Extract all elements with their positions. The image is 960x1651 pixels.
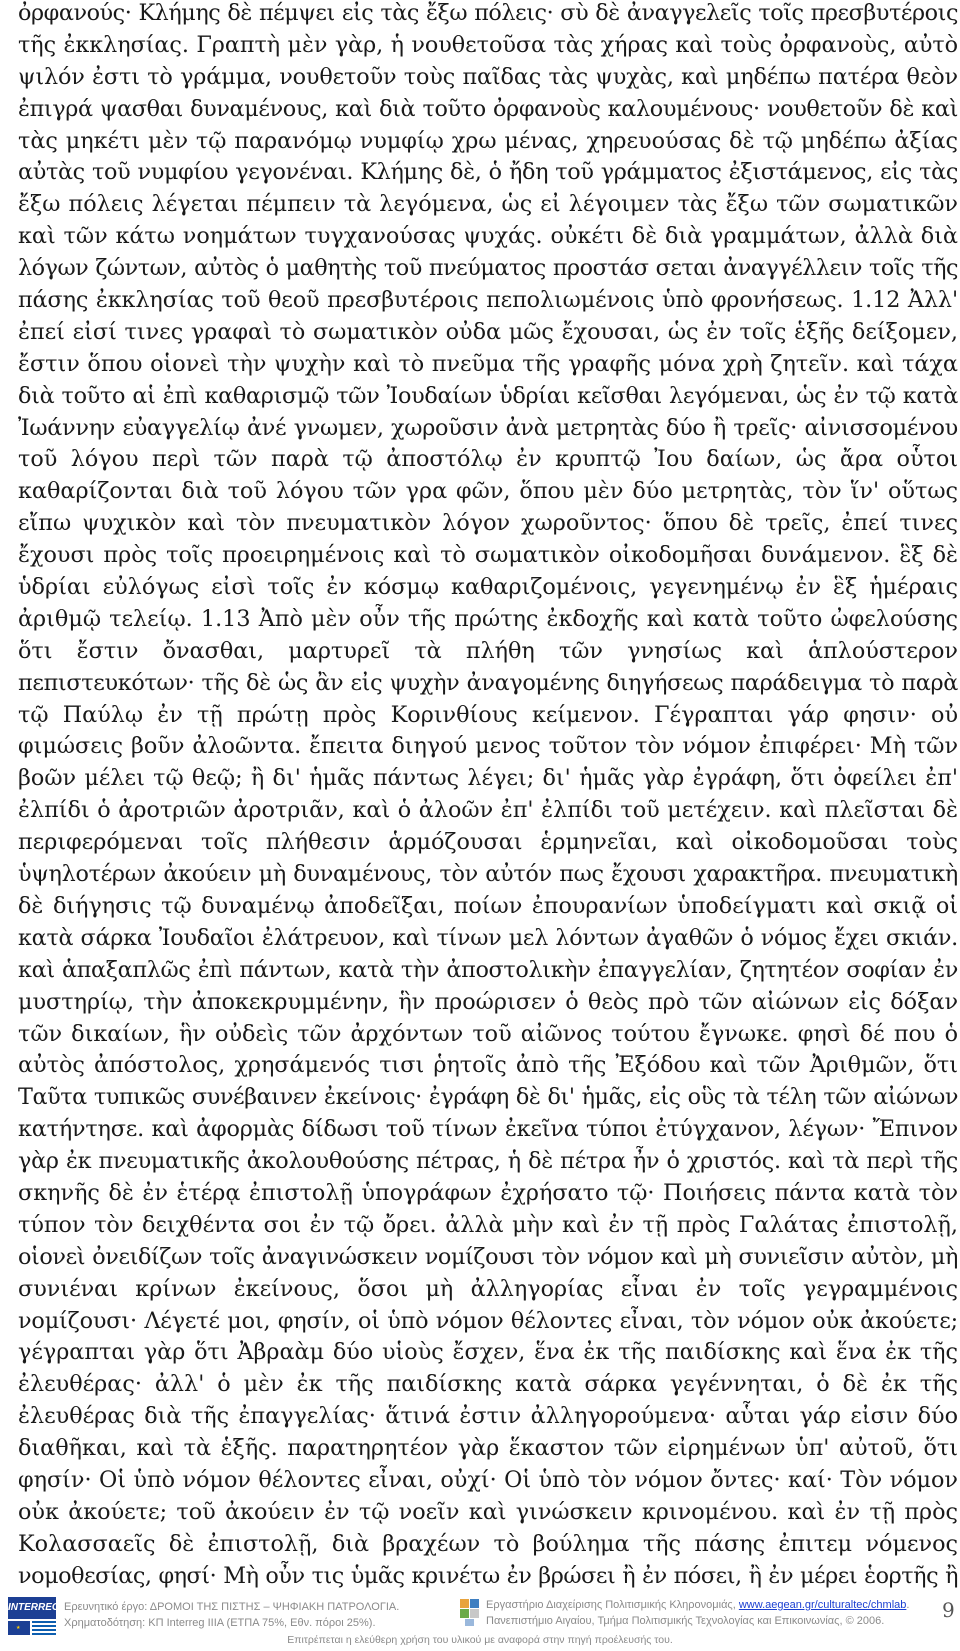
text-line: τύπον τὸν δειχθέντα σοι ἐν τῷ ὄρει. ἀλλὰ μὴν καὶ ἐν τῇ πρὸς Γαλάτας ἐπιστολῇ, (18, 1211, 958, 1238)
text-line: Ταῦτα τυπικῶς συνέβαινεν ἐκείνοις· ἐγράφη δὲ δι' ἡμᾶς, εἰς οὓς τὰ τέλη τῶν αἰώνων (18, 1084, 958, 1111)
text-line: ψιλόν ἐστι τὸ γράμμα, νουθετοῦν τοὺς παῖδας τὰς ψυχὰς, καὶ μηδέπω πατέρα θεὸν (18, 63, 958, 90)
text-line: κατήντησε. καὶ ἀφορμὰς δίδωσι τοῦ τίνων ἐκεῖνα τύποι ἐτύγχανον, λέγων· Ἔπινον (18, 1116, 958, 1143)
lab-name-suffix: . (906, 1599, 910, 1611)
text-line: αὐτὸς ἀπόστολος, χρησάμενός τισι ῥητοῖς ἀπὸ τῆς Ἐξόδου καὶ τῶν Ἀριθμῶν, ὅτι (18, 1052, 958, 1079)
text-line: αὐτὰς τοῦ νυμφίου γεγονέναι. Κλήμης δὲ, ὁ ἤδη τοῦ γράμματος ἐξιστάμενος, εἰς τὰς (18, 159, 958, 186)
text-line: νομοθεσίας, φησί· Μὴ οὖν τις ὑμᾶς κρινέτω ἐν βρώσει ἢ ἐν πόσει, ἢ ἐν μέρει ἑορτῆς ἢ (18, 1562, 958, 1589)
text-line: ἐλευθέρας διὰ τῆς ἐπαγγελίας· ἅτινά ἐστιν ἀλληγορούμενα· αὗται γάρ εἰσιν δύο (18, 1403, 958, 1430)
usage-notice: Επιτρέπεται η ελεύθερη χρήση του υλικού με αναφορά στην πηγή προέλευσής του. (287, 1634, 673, 1646)
project-info (64, 1599, 399, 1631)
text-line: ἔστιν ὅπου οἱονεὶ τὴν ψυχὴν καὶ τὸ πνεῦμα τῆς γραφῆς μόνα χρὴ ζητεῖν. καὶ τάχα (18, 350, 958, 377)
lab-name: Εργαστήριο Διαχείρισης Πολιτισμικής Κληρονομιάς, (486, 1599, 739, 1611)
lab-info (486, 1597, 909, 1629)
text-line: καθαρίζονται διὰ τοῦ λόγου τῶν γρα φῶν, ὅπου μὲν δύο μετρητὰς, τὸν ἵν' οὕτως (18, 478, 958, 505)
text-line: δὲ διήγησις τῷ δυναμένῳ ἀποδεῖξαι, ποίων ἐπουρανίων ὑποδείγματι καὶ σκιᾷ οἱ (18, 892, 958, 919)
text-line: ὅτι ἔστιν ὄνασθαι, μαρτυρεῖ τὰ πλήθη τῶν γνησίως καὶ ἁπλούστερον (18, 637, 958, 664)
project-title: Ερευνητικό έργο: ΔΡΟΜΟΙ ΤΗΣ ΠΙΣΤΗΣ – ΨΗΦΙΑΚΗ ΠΑΤΡΟΛΟΓΙΑ. (64, 1601, 400, 1613)
text-line: τοῦ λόγου περὶ τῶν παρὰ τῷ ἀποστόλῳ ἐν κρυπτῷ Ἰου δαίων, ὡς ἄρα οὗτοι (18, 446, 958, 473)
text-line: καὶ ἁπαξαπλῶς ἐπὶ πάντων, κατὰ τὴν ἀποστολικὴν ἐπαγγελίαν, ζητητέον σοφίαν ἐν (18, 956, 958, 983)
text-line: ἐπιγρά ψασθαι δυναμένους, καὶ διὰ τοῦτο ὀρφανοὺς καλουμένους· νουθετοῦν δὲ καὶ (18, 95, 958, 122)
lab-name-line (486, 1597, 909, 1613)
eu-flag-icon: ★ (8, 1621, 30, 1635)
funding-info: Χρηματοδότηση: ΚΠ Interreg IIIA (ΕΤΠΑ 75%, Εθν. πόροι 25%). (64, 1617, 376, 1629)
text-line: γὰρ ἐκ πνευματικῆς ἀκολουθούσης πέτρας, ἡ δὲ πέτρα ἦν ὁ χριστός. καὶ τὰ περὶ τῆς (18, 1148, 958, 1175)
text-line: ὀρφανούς· Κλήμης δὲ πέμψει εἰς τὰς ἔξω πόλεις· σὺ δὲ ἀναγγελεῖς τοῖς πρεσβυτέροις (18, 0, 958, 26)
page-number: 9 (942, 1598, 955, 1622)
text-line: οὐκ ἀκούετε; τοῦ ἀκούειν ἐν τῷ νοεῖν καὶ γινώσκειν κρινομένου. καὶ ἐν τῇ πρὸς (18, 1498, 958, 1525)
text-line: ὑδρίαι εὐλόγως εἰσὶ τοῖς ἐν κόσμῳ καθαριζομένοις, γεγενημένῳ ἐν ἓξ ἡμέραις (18, 574, 958, 601)
text-line: γέγραπται γὰρ ὅτι Ἀβραὰμ δύο υἱοὺς ἔσχεν, ἕνα ἐκ τῆς παιδίσκης καὶ ἕνα ἐκ τῆς (18, 1339, 958, 1366)
text-line: οἱονεὶ ὀνειδίζων τοῖς ἀναγινώσκειν νομίζουσι τὸν νόμον καὶ μὴ συνιεῖσιν αὐτὸν, μὴ (18, 1243, 958, 1270)
text-line: εἴπω ψυχικὸν καὶ τὸν πνευματικὸν λόγον χωροῦντος· ὅπου δὲ τρεῖς, ἐπεί τινες (18, 510, 958, 537)
text-line: Κολασσαεῖς δὲ ἐπιστολῇ, διὰ βραχέων τὸ βούλημα τῆς πάσης ἐπιτεμ νόμενος (18, 1530, 958, 1557)
greek-flag-icon (32, 1621, 56, 1635)
footer-right (460, 1597, 909, 1629)
text-line: τῶν δικαίων, ἣν οὐδεὶς τῶν ἀρχόντων τοῦ αἰῶνος τούτου ἔγνωκε. φησὶ δέ που ὁ (18, 1020, 958, 1047)
text-line: νομίζουσι· Λέγετέ μοι, φησίν, οἱ ὑπὸ νόμον θέλοντες εἶναι, τὸν νόμον οὐκ ἀκούετε; (18, 1307, 958, 1334)
text-line: Ἰωάννην εὐαγγελίῳ ἀνέ γνωμεν, χωροῦσιν ἀνὰ μετρητὰς δύο ἢ τρεῖς· αἰνισσομένου (18, 414, 958, 441)
text-line: διαθῆκαι, καὶ τὰ ἑξῆς. παρατηρητέον γὰρ ἕκαστον τῶν εἰρημένων ὑπ' αὐτοῦ, ὅτι (18, 1435, 958, 1462)
university-info: Πανεπιστήμιο Αιγαίου, Τμήμα Πολιτισμικής Τεχνολογίας και Επικοινωνίας, © 2006. (486, 1615, 885, 1627)
text-line: τῆς ἐκκλησίας. Γραπτὴ μὲν γὰρ, ἡ νουθετοῦσα τὰς χήρας καὶ τοὺς ὀρφανοὺς, αὐτὸ (18, 31, 958, 58)
text-line: πεπιστευκότων· τῆς δὲ ὡς ἂν εἰς ψυχὴν ἀναγομένης διηγήσεως παράδειγμα τὸ παρὰ (18, 669, 958, 696)
aegean-lab-logo-icon (460, 1599, 480, 1627)
text-line: ἐλευθέρας· ἀλλ' ὁ μὲν ἐκ τῆς παιδίσκης κατὰ σάρκα γεγέννηται, ὁ δὲ ἐκ τῆς (18, 1371, 958, 1398)
text-line: πάσης ἐκκλησίας τοῦ θεοῦ πρεσβυτέροις πεπολιωμένοις ὑπὸ φρονήσεως. 1.12 Ἀλλ' (18, 287, 958, 314)
text-line: ἐπεί εἰσί τινες γραφαὶ τὸ σωματικὸν οὐδα μῶς ἔχουσαι, ὡς ἐν τοῖς ἑξῆς δείξομεν, (18, 318, 958, 345)
text-line: κατὰ σάρκα Ἰουδαῖοι ἐλάτρευον, καὶ τίνων μελ λόντων ἀγαθῶν ὁ νόμος ἔχει σκιάν. (18, 924, 958, 951)
text-line: ἀριθμῷ τελείῳ. 1.13 Ἀπὸ μὲν οὖν τῆς πρώτης ἐκδοχῆς καὶ κατὰ τοῦτο ὠφελούσης (18, 605, 958, 632)
text-line: ὑψηλοτέρων ἀκούειν μὴ δυναμένους, τὸν αὐτόν πως ἔχουσι χαρακτῆρα. πνευματικὴ (18, 861, 958, 888)
text-line: βοῶν μέλει τῷ θεῷ; ἢ δι' ἡμᾶς πάντως λέγει; δι' ἡμᾶς γὰρ ἐγράφη, ὅτι ὀφείλει ἐπ' (18, 765, 958, 792)
text-line: μυστηρίῳ, τὴν ἀποκεκρυμμένην, ἣν προώρισεν ὁ θεὸς πρὸ τῶν αἰώνων εἰς δόξαν (18, 988, 958, 1015)
text-line: φησίν· Οἱ ὑπὸ νόμον θέλοντες εἶναι, οὐχί· Οἱ ὑπὸ τὸν νόμον ὄντες· καί· Τὸν νόμον (18, 1466, 958, 1493)
body-text (18, 0, 958, 1593)
text-line: ἔξω πόλεις λέγεται πέμπειν τὰ λεγόμενα, ὡς εἰ λέγοιμεν τὰς ἔξω τῶν σωματικῶν (18, 191, 958, 218)
text-line: σκηνῆς δὲ ἐν ἑτέρᾳ ἐπιστολῇ ὑπογράφων ἐχρήσατο τῷ· Ποιήσεις πάντα κατὰ τὸν (18, 1179, 958, 1206)
text-line: τῷ Παύλῳ ἐν τῇ πρώτῃ πρὸς Κορινθίους κείμενον. Γέγραπται γάρ φησιν· οὐ (18, 701, 958, 728)
interreg-logo-text: INTERREG (8, 1597, 56, 1619)
text-line: ἐλπίδι ὁ ἀροτριῶν ἀροτριᾶν, καὶ ὁ ἀλοῶν ἐπ' ἐλπίδι τοῦ μετέχειν. καὶ πλεῖσται δὲ (18, 797, 958, 824)
text-line: ἔχουσι πρὸς τοῖς προειρημένοις καὶ τὸ σωματικὸν οἰκοδομῆσαι δυνάμενον. ἓξ δὲ (18, 542, 958, 569)
text-line: τὰς μηκέτι μὲν τῷ παρανόμῳ νυμφίῳ χρω μένας, χηρευούσας δὲ τῷ μηδέπω ἀξίας (18, 127, 958, 154)
text-line: συνιέναι κρίνων ἐκείνους, ὅσοι μὴ ἀλληγορίας εἶναι ἐν τοῖς γεγραμμένοις (18, 1275, 958, 1302)
interreg-logo (8, 1597, 60, 1633)
text-line: καὶ τῶν κάτω νοημάτων τυγχανούσας ψυχάς. οὐκέτι δὲ διὰ γραμμάτων, ἀλλὰ διὰ (18, 223, 958, 250)
text-line: φιμώσεις βοῦν ἀλοῶντα. ἔπειτα διηγού μενος τοῦτον τὸν νόμον ἐπιφέρει· Μὴ τῶν (18, 733, 958, 760)
text-line: περιφερόμεναι τοῖς πλήθεσιν ἁρμόζουσαι ἑρμηνεῖαι, καὶ οἰκοδομοῦσαι τοὺς (18, 829, 958, 856)
footer-left (8, 1597, 399, 1633)
lab-website-link[interactable]: www.aegean.gr/culturaltec/chmlab (738, 1599, 907, 1611)
text-line: διὰ τοῦτο αἱ ἐπὶ καθαρισμῷ τῶν Ἰουδαίων ὑδρίαι κεῖσθαι λεγόμεναι, ὡς ἐν τῷ κατὰ (18, 382, 958, 409)
text-line: λόγων ζώντων, αὐτὸς ὁ μαθητὴς τοῦ πνεύματος προστάσ σεται ἀναγγέλλειν τοῖς τῆς (18, 255, 958, 282)
